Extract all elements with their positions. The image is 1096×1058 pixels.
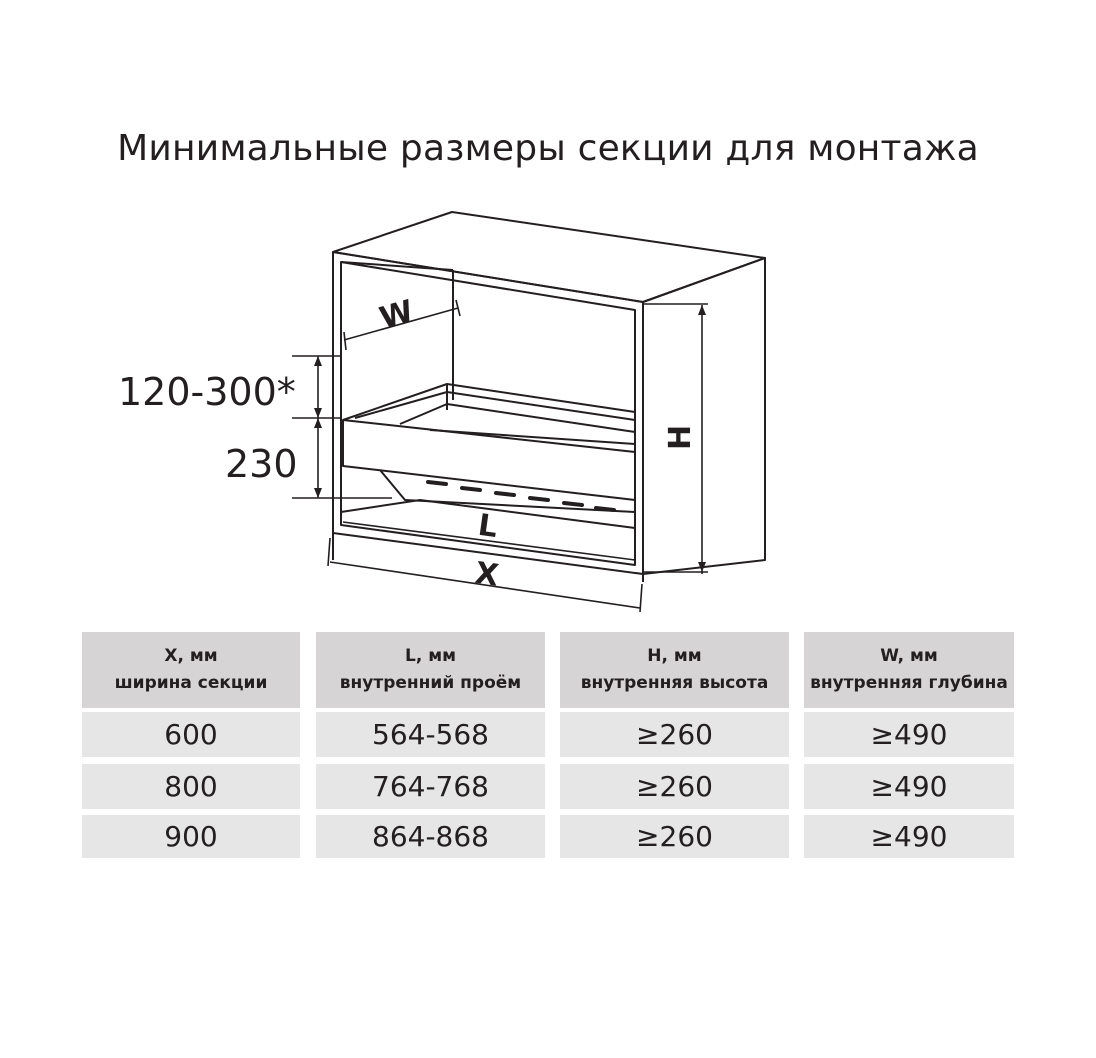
- table-cell: 764-768: [316, 764, 545, 809]
- w-label: W: [375, 293, 418, 337]
- dimension-120-300-label: 120-300*: [118, 370, 296, 414]
- header-l: [316, 632, 545, 708]
- header-w-desc: внутренняя глубина: [810, 673, 1008, 693]
- header-x-name: X, мм: [164, 646, 218, 666]
- header-l-name: L, мм: [405, 646, 456, 666]
- table-cell: 864-868: [316, 815, 545, 858]
- drawer-rail-low: [430, 430, 635, 444]
- header-h-name: H, мм: [647, 646, 702, 666]
- table-cell: ≥490: [804, 815, 1014, 858]
- table-cell: 600: [82, 712, 300, 757]
- drawer-rail-mid: [400, 404, 635, 432]
- x-label: X: [472, 555, 501, 594]
- drawer-front: [343, 420, 635, 500]
- table-cell: ≥490: [804, 712, 1014, 757]
- dimension-230-label: 230: [225, 442, 298, 486]
- l-label: L: [475, 507, 500, 546]
- header-h: [560, 632, 789, 708]
- header-l-desc: внутренний проём: [339, 673, 522, 693]
- table-cell: ≥260: [560, 764, 789, 809]
- header-h-desc: внутренняя высота: [580, 673, 769, 693]
- table-cell: ≥490: [804, 764, 1014, 809]
- header-x-desc: ширина секции: [114, 673, 268, 693]
- page-title: Минимальные размеры секции для монтажа: [117, 128, 979, 169]
- table-cell: ≥260: [560, 712, 789, 757]
- header-x: [82, 632, 300, 708]
- table-cell: 564-568: [316, 712, 545, 757]
- header-w-name: W, мм: [880, 646, 938, 666]
- h-label: H: [663, 424, 698, 450]
- table-cell: 800: [82, 764, 300, 809]
- table-cell: ≥260: [560, 815, 789, 858]
- cabinet-top-panel: [333, 212, 765, 302]
- cabinet-right-side: [643, 258, 765, 574]
- drawer-base: [380, 470, 635, 512]
- table-cell: 900: [82, 815, 300, 858]
- header-w: [804, 632, 1014, 708]
